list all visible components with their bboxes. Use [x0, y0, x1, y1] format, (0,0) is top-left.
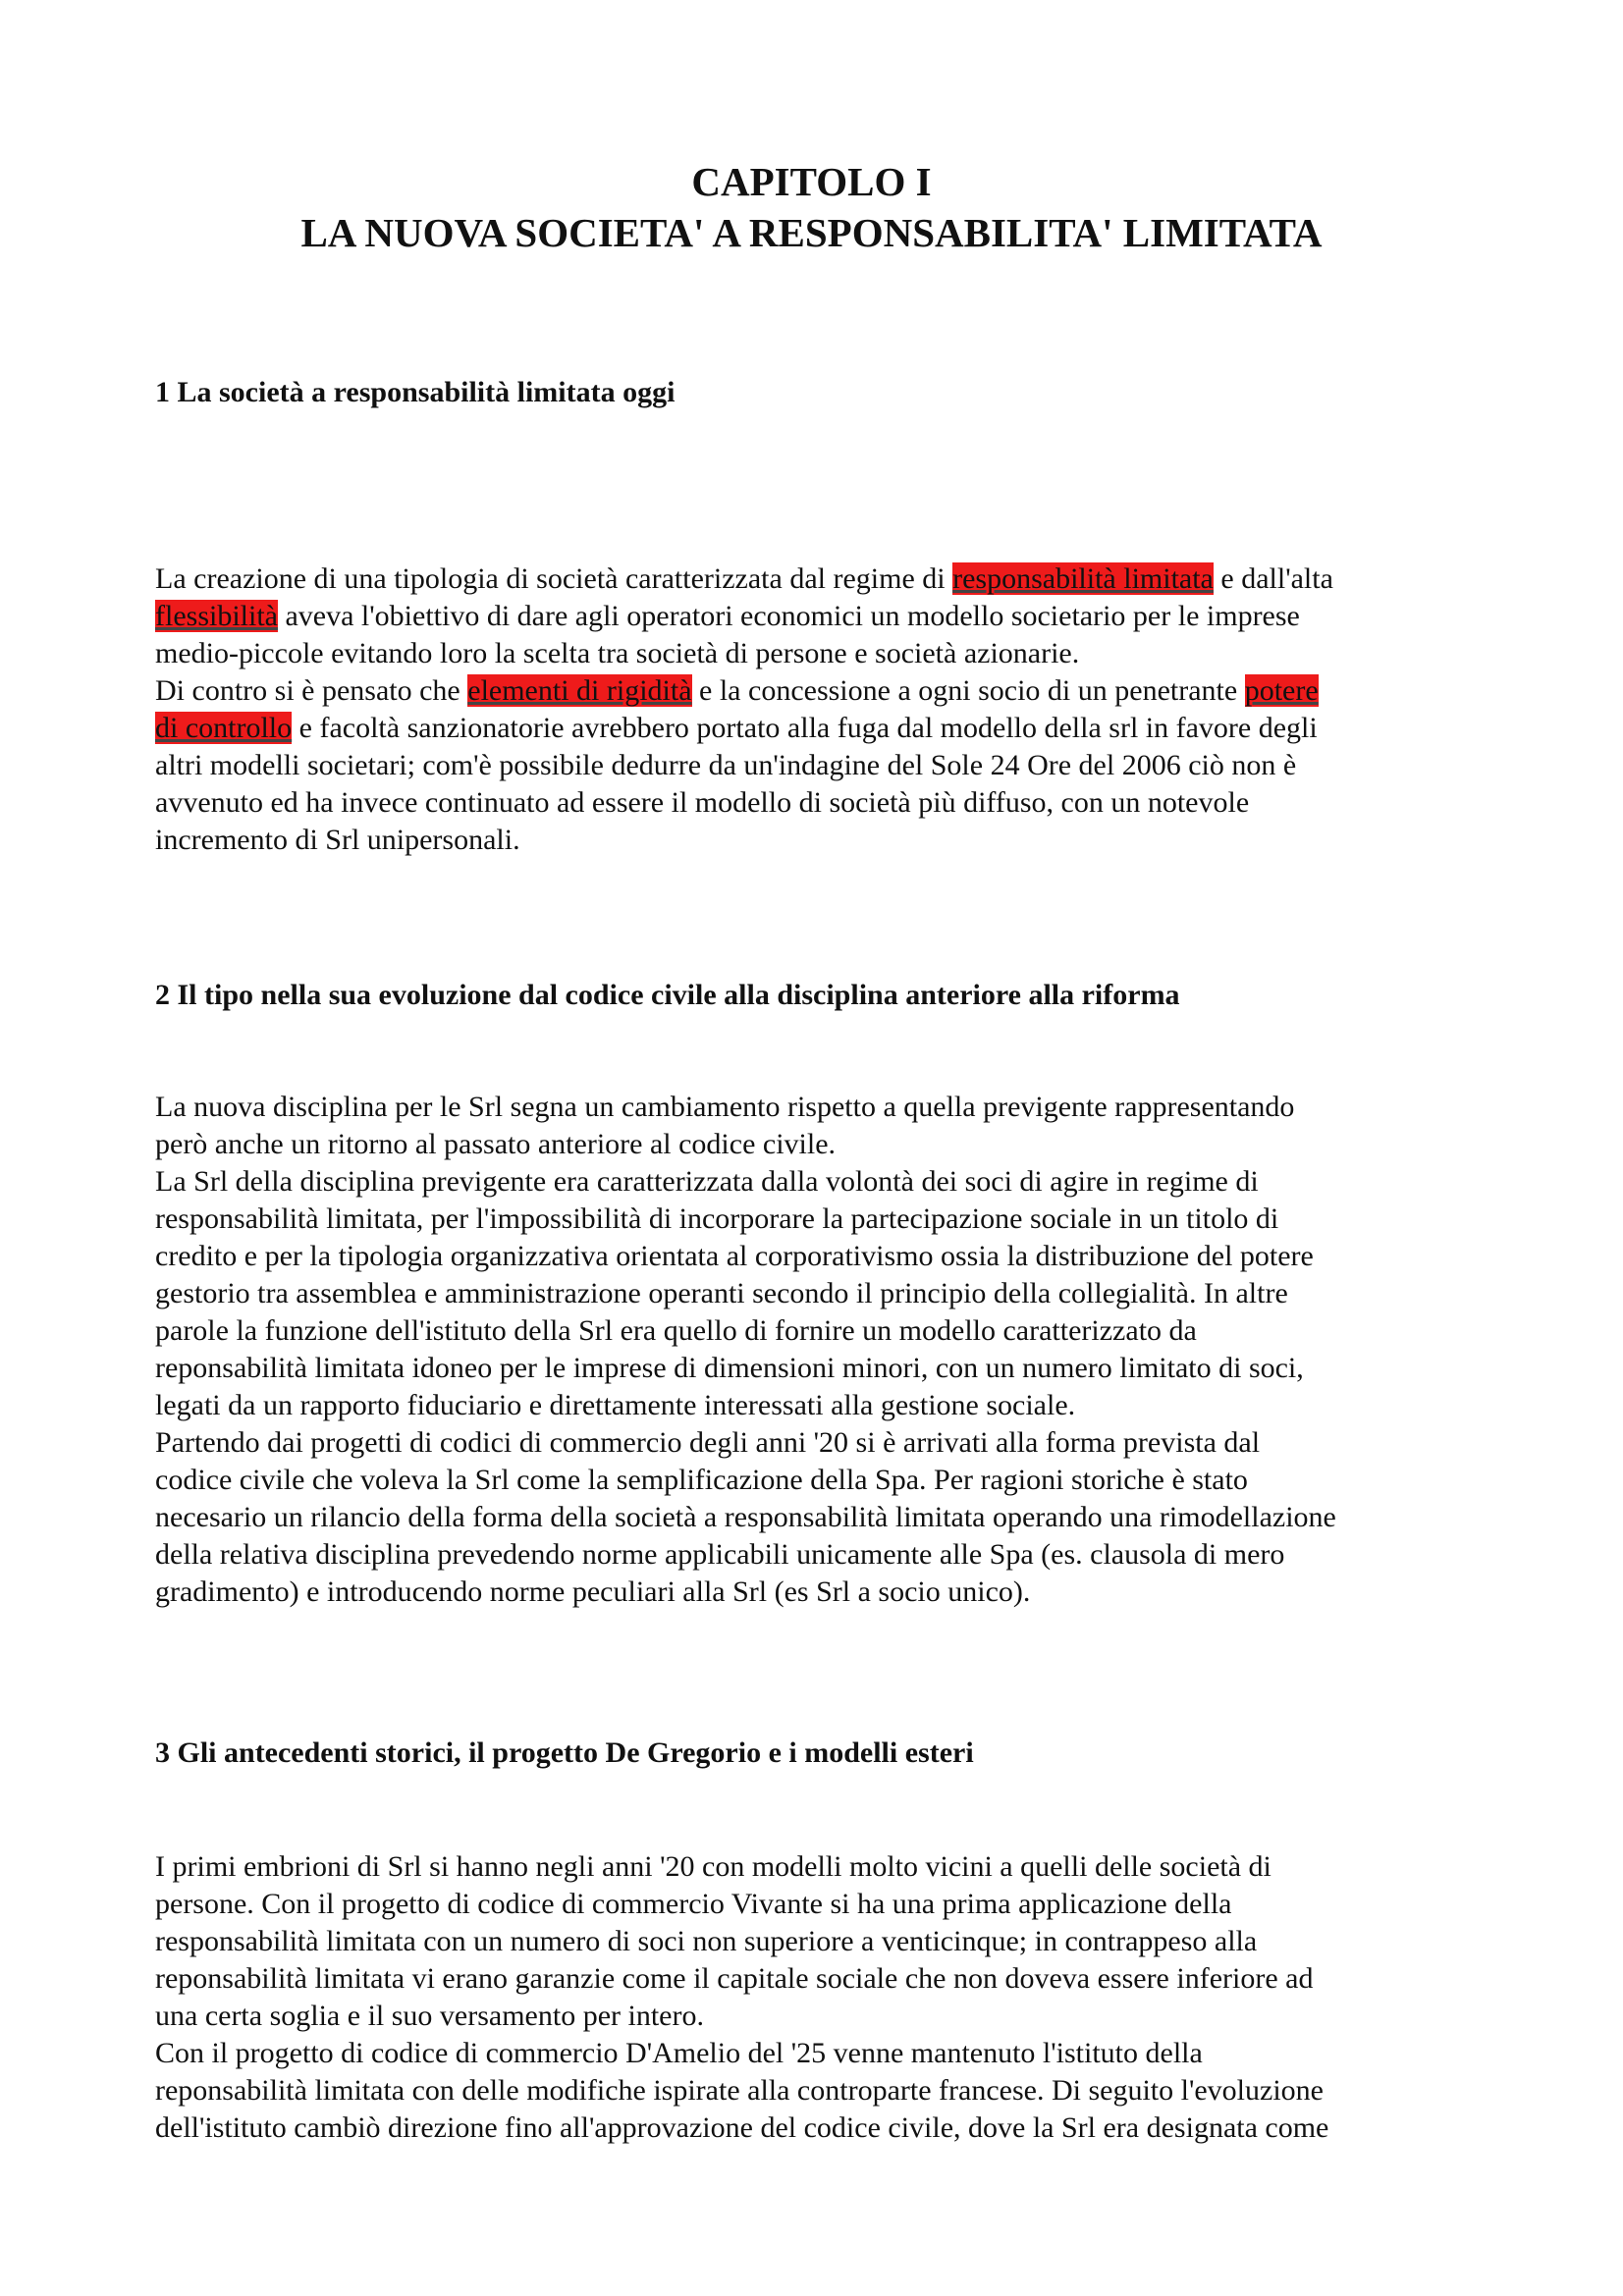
highlight-mark: potere [1244, 674, 1319, 707]
section-2-line-12: necesario un rilancio della forma della società a responsabilità limitata operando una rimodellazione [155, 1501, 1336, 1533]
section-2-line-1: La nuova disciplina per le Srl segna un cambiamento rispetto a quella previgente rappresentando [155, 1091, 1295, 1123]
section-1-line-2: flessibilità aveva l'obiettivo di dare agli operatori economici un modello societario per le imprese [155, 600, 1300, 632]
section-1-line-6: altri modelli societari; com'è possibile dedurre da un'indagine del Sole 24 Ore del 2006 ciò non è [155, 749, 1297, 781]
highlight-mark: elementi di rigidità [467, 674, 692, 707]
section-3-line-3: responsabilità limitata con un numero di soci non superiore a venticinque; in contrappeso alla [155, 1925, 1258, 1957]
section-2-line-13: della relativa disciplina prevedendo norme applicabili unicamente alle Spa (es. clausola di mero [155, 1538, 1285, 1571]
section-2-line-2: però anche un ritorno al passato anteriore al codice civile. [155, 1128, 837, 1160]
section-1-heading: 1 La società a responsabilità limitata oggi [155, 376, 676, 408]
section-3-line-4: reponsabilità limitata vi erano garanzie come il capitale sociale che non doveva essere inferiore ad [155, 1962, 1314, 1995]
section-3-line-1: I primi embrioni di Srl si hanno negli anni '20 con modelli molto vicini a quelli delle società di [155, 1850, 1271, 1883]
section-2-line-7: parole la funzione dell'istituto della Srl era quello di fornire un modello caratterizzato da [155, 1314, 1197, 1347]
section-2-line-5: credito e per la tipologia organizzativa orientata al corporativismo ossia la distribuzione del potere [155, 1240, 1314, 1272]
section-3-line-2: persone. Con il progetto di codice di commercio Vivante si ha una prima applicazione della [155, 1888, 1232, 1920]
section-1-line-1: La creazione di una tipologia di società caratterizzata dal regime di responsabilità limitata e dall'alta [155, 562, 1333, 595]
section-2-line-4: responsabilità limitata, per l'impossibilità di incorporare la partecipazione sociale in un titolo di [155, 1202, 1279, 1235]
section-2-line-11: codice civile che voleva la Srl come la semplificazione della Spa. Per ragioni storiche è stato [155, 1464, 1248, 1496]
section-2-line-8: reponsabilità limitata idoneo per le imprese di dimensioni minori, con un numero limitato di soci, [155, 1352, 1304, 1384]
section-2-line-6: gestorio tra assemblea e amministrazione operanti secondo il principio della collegialità. In altre [155, 1277, 1288, 1309]
highlight-mark: di controllo [155, 712, 293, 744]
section-1-line-7: avvenuto ed ha invece continuato ad essere il modello di società più diffuso, con un notevole [155, 786, 1250, 819]
highlight-mark: flessibilità [155, 600, 278, 632]
section-2-line-3: La Srl della disciplina previgente era caratterizzata dalla volontà dei soci di agire in regime di [155, 1165, 1259, 1198]
section-3-line-7: reponsabilità limitata con delle modifiche ispirate alla controparte francese. Di seguito l'evoluzione [155, 2074, 1324, 2107]
section-2-line-9: legati da un rapporto fiduciario e direttamente interessati alla gestione sociale. [155, 1389, 1076, 1421]
section-1-line-4: Di contro si è pensato che elementi di rigidità e la concessione a ogni socio di un penetrante potere [155, 674, 1319, 707]
section-2-heading: 2 Il tipo nella sua evoluzione dal codice civile alla disciplina anteriore alla riforma [155, 979, 1180, 1011]
section-1-line-5: di controllo e facoltà sanzionatorie avrebbero portato alla fuga dal modello della srl in favore degli [155, 712, 1318, 744]
section-1-line-8: incremento di Srl unipersonali. [155, 824, 520, 856]
section-2-line-10: Partendo dai progetti di codici di commercio degli anni '20 si è arrivati alla forma prevista dal [155, 1426, 1261, 1459]
section-1-line-3: medio-piccole evitando loro la scelta tra società di persone e società azionarie. [155, 637, 1080, 669]
section-3-line-8: dell'istituto cambiò direzione fino all'approvazione del codice civile, dove la Srl era designata come [155, 2111, 1329, 2144]
section-2-line-14: gradimento) e introducendo norme peculiari alla Srl (es Srl a socio unico). [155, 1575, 1031, 1608]
highlight-mark: responsabilità limitata [952, 562, 1214, 595]
section-3-line-5: una certa soglia e il suo versamento per intero. [155, 2000, 704, 2032]
chapter-title: CAPITOLO I [691, 159, 932, 204]
chapter-subtitle: LA NUOVA SOCIETA' A RESPONSABILITA' LIMITATA [300, 210, 1323, 255]
section-3-heading: 3 Gli antecedenti storici, il progetto De Gregorio e i modelli esteri [155, 1736, 974, 1769]
section-3-line-6: Con il progetto di codice di commercio D'Amelio del '25 venne mantenuto l'istituto della [155, 2037, 1203, 2069]
